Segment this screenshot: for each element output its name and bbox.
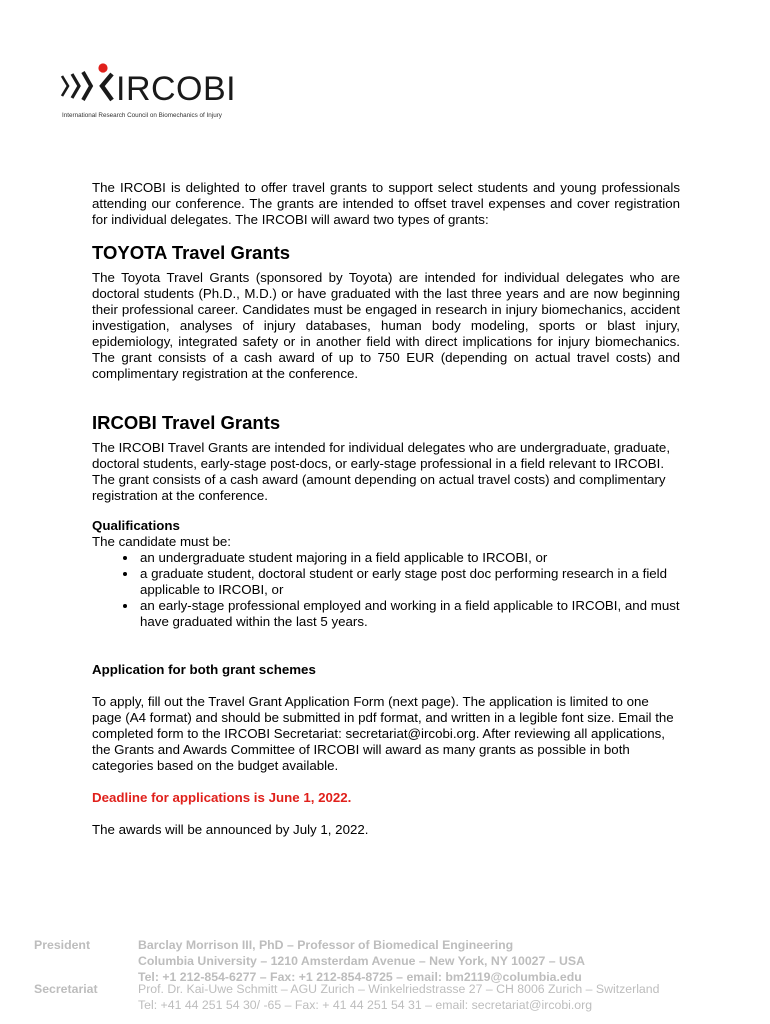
president-line: Barclay Morrison III, PhD – Professor of Biomedical Engineering bbox=[138, 938, 514, 952]
president-label: President bbox=[34, 938, 91, 952]
main-content bbox=[92, 180, 680, 838]
announcement-text: The awards will be announced by July 1, 2022. bbox=[92, 822, 369, 837]
ircobi-logo bbox=[60, 58, 250, 122]
logo-tagline: International Research Council on Biomechanics of Injury bbox=[62, 112, 222, 119]
secretariat-label: Secretariat bbox=[34, 982, 98, 996]
application-body: To apply, fill out the Travel Grant Application Form (next page). The application is limited to one page (A4 format) and should be submitted in pdf format, and written in a legible font size. Email the completed form to the IRCOBI Secretariat: secretariat@ircobi.org. After reviewing all applications, the Grants and Awards Committee of IRCOBI will award as many grants as possible in both categories based on the budget available. bbox=[92, 694, 674, 773]
list-item: • an early-stage professional employed and working in a field applicable to IRCOBI, and must have graduated within the last 5 years. bbox=[138, 598, 680, 630]
list-item: • a graduate student, doctoral student or early stage post doc performing research in a field applicable to IRCOBI, or bbox=[138, 566, 680, 598]
qualifications-heading: Qualifications bbox=[92, 518, 180, 533]
toyota-heading: TOYOTA Travel Grants bbox=[92, 242, 291, 263]
deadline-text: Deadline for applications is June 1, 2022. bbox=[92, 790, 352, 805]
logo-name: IRCOBI bbox=[116, 70, 237, 108]
application-heading: Application for both grant schemes bbox=[92, 662, 316, 677]
ircobi-heading: IRCOBI Travel Grants bbox=[92, 412, 281, 433]
logo-chevrons-icon bbox=[60, 62, 120, 112]
qualifications-list bbox=[92, 550, 680, 630]
toyota-body: The Toyota Travel Grants (sponsored by Toyota) are intended for individual delegates who are doctoral students (Ph.D., M.D.) or have graduated with the last three years and are now beginning their professional career. Candidates must be engaged in research in injury biomechanics, accident investigation, analyses of injury databases, human body modeling, sports or blast injury, epidemiology, integrated safety or in another field with direct implications for injury biomechanics. The grant consists of a cash award of up to 750 EUR (depending on actual travel costs) and complimentary registration at the conference. bbox=[92, 270, 680, 381]
intro-paragraph: The IRCOBI is delighted to offer travel grants to support select students and young professionals attending our conference. The grants are intended to offset travel expenses and cover registration for individual delegates. The IRCOBI will award two types of grants: bbox=[92, 180, 680, 227]
president-line: Tel: +1 212-854-6277 – Fax: +1 212-854-8725 – email: bm2119@columbia.edu bbox=[138, 970, 582, 984]
president-line: Columbia University – 1210 Amsterdam Avenue – New York, NY 10027 – USA bbox=[138, 954, 585, 968]
ircobi-body: The IRCOBI Travel Grants are intended for individual delegates who are undergraduate, graduate, doctoral students, early-stage post-docs, or early-stage professional in a field relevant to IRCOBI. The grant consists of a cash award (amount depending on actual travel costs) and complimentary registration at the conference. bbox=[92, 440, 671, 503]
qualifications-lead: The candidate must be: bbox=[92, 534, 231, 549]
list-item: • an undergraduate student majoring in a field applicable to IRCOBI, or bbox=[138, 550, 680, 566]
secretariat-line: Prof. Dr. Kai-Uwe Schmitt – AGU Zurich – Winkelriedstrasse 27 – CH 8006 Zurich – Switzerland bbox=[138, 982, 660, 996]
secretariat-line: Tel: +41 44 251 54 30/ -65 – Fax: + 41 44 251 54 31 – email: secretariat@ircobi.org bbox=[138, 998, 593, 1012]
